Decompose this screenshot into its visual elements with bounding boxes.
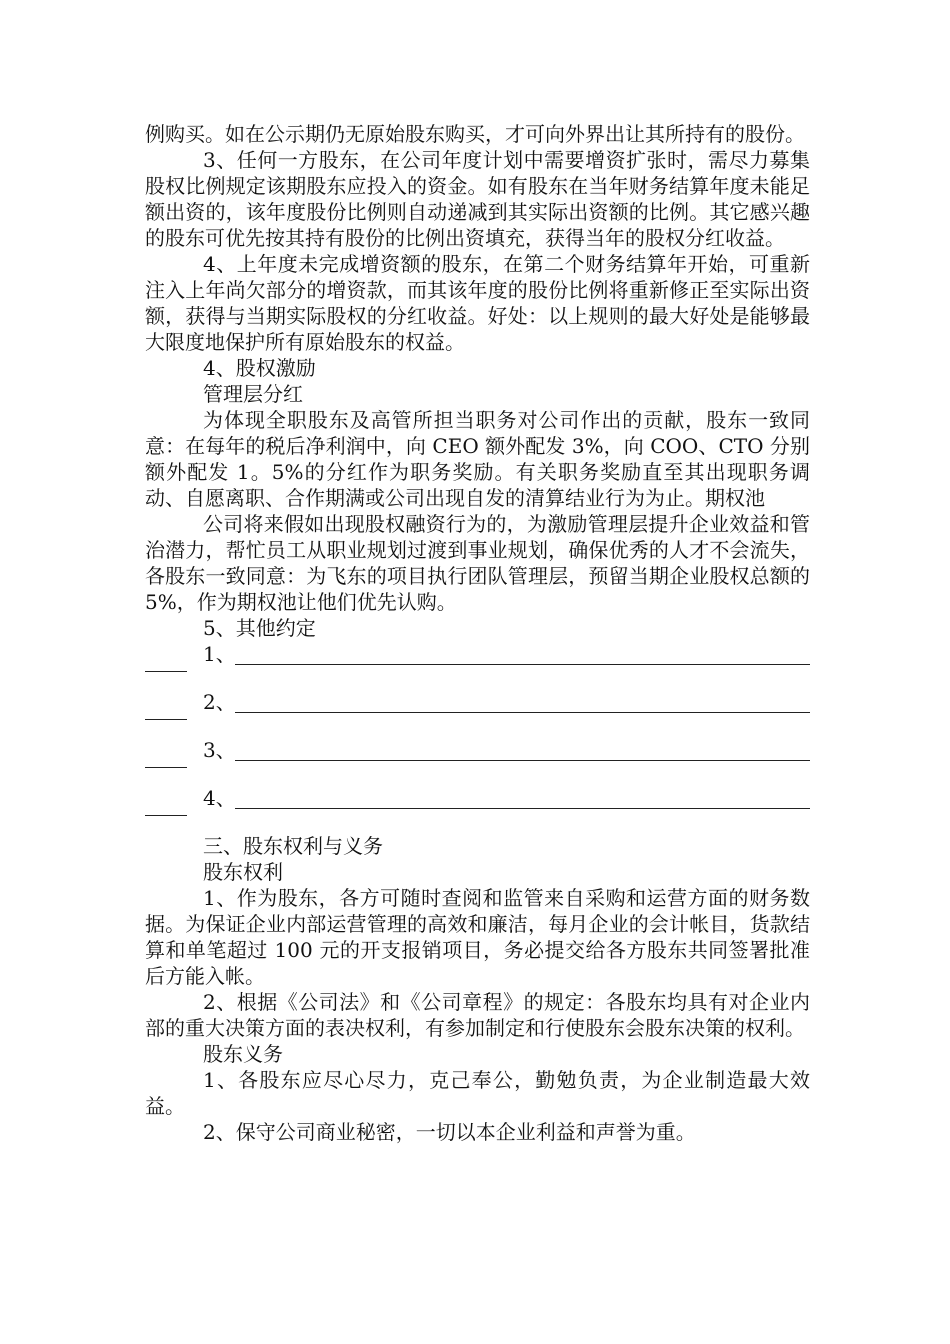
paragraph: 1、各股东应尽心尽力，克己奉公，勤勉负责，为企业制造最大效益。 (145, 1068, 810, 1118)
blank-underline-tail (145, 719, 187, 720)
other-agreements-blanks (145, 641, 810, 833)
blank-underline-tail (145, 671, 187, 672)
blank-underline (235, 712, 810, 713)
paragraph: 5、其他约定 (203, 616, 316, 640)
paragraph: 2、根据《公司法》和《公司章程》的规定：各股东均具有对企业内部的重大决策方面的表决权利，有参加制定和行使股东会股东决策的权利。 (145, 990, 810, 1040)
paragraph: 4、股权激励 (203, 356, 316, 380)
blank-item (145, 689, 810, 715)
blank-underline-tail (145, 767, 187, 768)
paragraph: 为体现全职股东及高管所担当职务对公司作出的贡献，股东一致同意：在每年的税后净利润中，向 CEO 额外配发 3%，向 COO、CTO 分别额外配发 1。5%的分红作为职务奖励。有关职务奖励直至其出现职务调动、自愿离职、合作期满或公司出现自发的清算结业行为为止。期权池 (145, 408, 810, 510)
blank-item (145, 785, 810, 811)
blank-item-number: 2、 (203, 690, 236, 714)
paragraph: 股东权利 (203, 860, 283, 884)
document-body-top (145, 121, 810, 641)
blank-underline-continuation (145, 667, 810, 689)
blank-underline-continuation (145, 715, 810, 737)
paragraph: 4、上年度未完成增资额的股东，在第二个财务结算年开始，可重新注入上年尚欠部分的增资款，而其该年度的股份比例将重新修正至实际出资额，获得与当期实际股权的分红收益。好处：以上规则的最大好处是能够最大限度地保护所有原始股东的权益。 (145, 252, 810, 354)
blank-underline-continuation (145, 763, 810, 785)
blank-underline (235, 664, 810, 665)
paragraph: 股东义务 (203, 1042, 283, 1066)
paragraph: 三、股东权利与义务 (203, 834, 383, 858)
paragraph: 1、作为股东，各方可随时查阅和监管来自采购和运营方面的财务数据。为保证企业内部运营管理的高效和廉洁，每月企业的会计帐目，货款结算和单笔超过 100 元的开支报销项目，务必提交给各方股东共同签署批准后方能入帐。 (145, 886, 810, 988)
blank-item (145, 737, 810, 763)
paragraph: 3、任何一方股东，在公司年度计划中需要增资扩张时，需尽力募集股权比例规定该期股东应投入的资金。如有股东在当年财务结算年度未能足额出资的，该年度股份比例则自动递减到其实际出资额的比例。其它感兴趣的股东可优先按其持有股份的比例出资填充，获得当年的股权分红收益。 (145, 148, 810, 250)
paragraph: 2、保守公司商业秘密，一切以本企业利益和声誉为重。 (203, 1120, 696, 1144)
paragraph: 例购买。如在公示期仍无原始股东购买，才可向外界出让其所持有的股份。 (145, 122, 805, 146)
blank-underline (235, 808, 810, 809)
blank-underline-continuation (145, 811, 810, 833)
blank-item-number: 4、 (203, 786, 236, 810)
blank-item (145, 641, 810, 667)
document-page (145, 121, 810, 1145)
blank-item-number: 1、 (203, 642, 236, 666)
paragraph: 公司将来假如出现股权融资行为的，为激励管理层提升企业效益和管治潜力，帮忙员工从职业规划过渡到事业规划，确保优秀的人才不会流失，各股东一致同意：为飞东的项目执行团队管理层，预留当期企业股权总额的 5%，作为期权池让他们优先认购。 (145, 512, 810, 614)
blank-underline (235, 760, 810, 761)
blank-underline-tail (145, 815, 187, 816)
document-body-bottom (145, 833, 810, 1145)
blank-item-number: 3、 (203, 738, 236, 762)
paragraph: 管理层分红 (203, 382, 303, 406)
